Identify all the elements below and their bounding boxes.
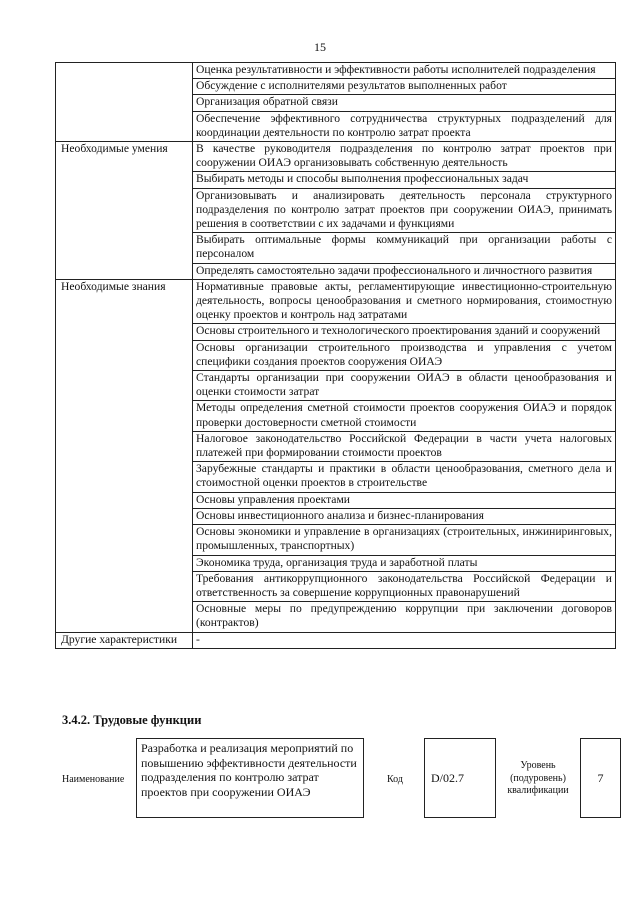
row-label: Необходимые знания <box>56 279 193 632</box>
competency-table <box>55 62 616 649</box>
table-cell: Методы определения сметной стоимости проектов сооружения ОИАЭ и порядок проверки достоверности сметной стоимости <box>193 401 616 431</box>
table-cell: Стандарты организации при сооружении ОИАЭ в области ценообразования и оценки стоимости затрат <box>193 371 616 401</box>
table-cell: Обеспечение эффективного сотрудничества структурных подразделений для координации деятельности по контролю затрат проекта <box>193 111 616 141</box>
table-row <box>56 632 616 648</box>
code-label: Код <box>387 774 403 785</box>
row-label: Другие характеристики <box>56 632 193 648</box>
table-cell: Нормативные правовые акты, регламентирующие инвестиционно-строительную деятельность, вопросы ценообразования и сметного нормирования, стоимостную оценку проектов и контроль над затратами <box>193 279 616 324</box>
table-cell: Оценка результативности и эффективности работы исполнителей подразделения <box>193 63 616 79</box>
table-cell: Обсуждение с исполнителями результатов выполненных работ <box>193 79 616 95</box>
name-label: Наименование <box>62 774 125 785</box>
table-cell: Основы строительного и технологического проектирования зданий и сооружений <box>193 324 616 340</box>
table-cell: Зарубежные стандарты и практики в области ценообразования, сметного дела и стоимостной оценки проектов в строительстве <box>193 462 616 492</box>
table-row <box>56 279 616 324</box>
table-cell: Основы управления проектами <box>193 492 616 508</box>
table-cell: В качестве руководителя подразделения по контролю затрат проектов при сооружении ОИАЭ организовывать собственную деятельность <box>193 142 616 172</box>
table-cell: Организация обратной связи <box>193 95 616 111</box>
table-cell: Основы экономики и управление в организациях (строительных, инжиниринговых, промышленных, транспортных) <box>193 525 616 555</box>
table-cell: Требования антикоррупционного законодательства Российской Федерации и ответственность за совершение коррупционных правонарушений <box>193 571 616 601</box>
table-cell: Организовывать и анализировать деятельность персонала структурного подразделения по контролю затрат проектов при сооружении ОИАЭ, принимать решения в соответствии с их задачами и функциями <box>193 188 616 233</box>
table-cell: Налоговое законодательство Российской Федерации в части учета налоговых платежей при формировании стоимости проектов <box>193 431 616 461</box>
level-value: 7 <box>580 738 621 818</box>
table-cell: Основы инвестиционного анализа и бизнес-планирования <box>193 508 616 524</box>
table-row <box>56 142 616 172</box>
section-title: 3.4.2. Трудовые функции <box>62 713 202 727</box>
page-number: 15 <box>314 40 326 54</box>
row-label <box>56 63 193 142</box>
table-row <box>56 63 616 79</box>
table-cell: Выбирать методы и способы выполнения профессиональных задач <box>193 172 616 188</box>
table-cell: Определять самостоятельно задачи профессионального и личностного развития <box>193 263 616 279</box>
table-cell: - <box>193 632 616 648</box>
table-cell: Основные меры по предупреждению коррупции при заключении договоров (контрактов) <box>193 602 616 632</box>
labor-function-block <box>62 738 622 828</box>
row-label: Необходимые умения <box>56 142 193 280</box>
table-cell: Выбирать оптимальные формы коммуникаций при организации работы с персоналом <box>193 233 616 263</box>
table-cell: Экономика труда, организация труда и заработной платы <box>193 555 616 571</box>
level-label: Уровень (подуровень) квалификации <box>507 760 569 796</box>
code-value: D/02.7 <box>424 738 496 818</box>
name-value: Разработка и реализация мероприятий по повышению эффективности деятельности подразделения по контролю затрат проектов при сооружении ОИАЭ <box>136 738 364 818</box>
table-cell: Основы организации строительного производства и управления с учетом специфики создания проектов сооружения ОИАЭ <box>193 340 616 370</box>
